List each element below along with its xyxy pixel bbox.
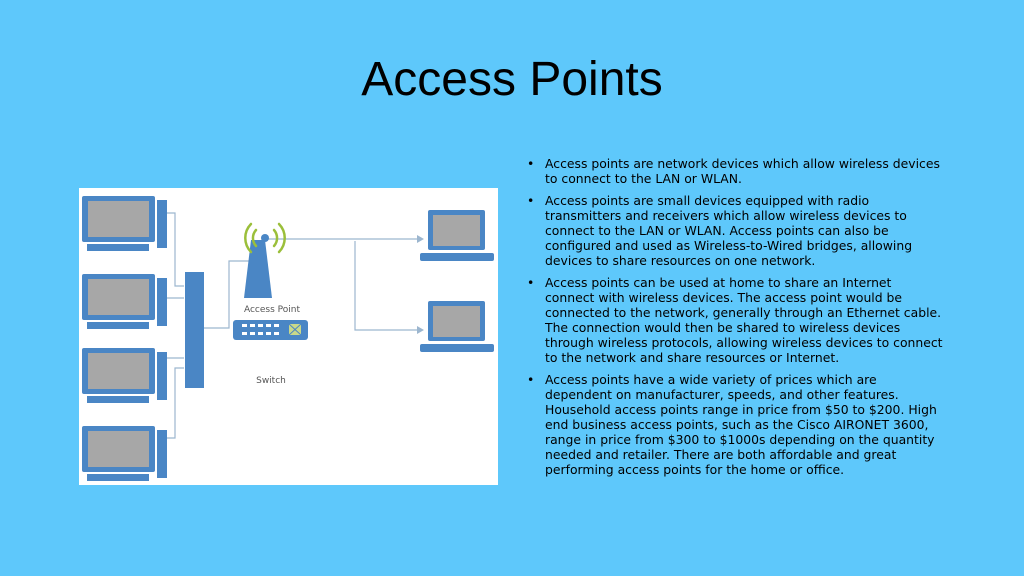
bullet-item xyxy=(524,275,944,365)
bullet-dot-icon: • xyxy=(527,275,535,290)
bullet-dot-icon: • xyxy=(527,156,535,171)
desktop-computer-icon xyxy=(82,274,167,329)
laptop-icon xyxy=(420,210,494,261)
slide-title: Access Points xyxy=(361,53,663,106)
bullet-text: Access points can be used at home to share an Internet connect with wireless devices. The access point would be connected to the network, generally through an Ethernet cable. The connection would then be shared to wireless devices through wireless protocols, allowing wireless devices to connect to the network and share resources or Internet. xyxy=(545,275,943,365)
bullet-text: Access points are network devices which allow wireless devices to connect to the LAN or WLAN. xyxy=(545,156,940,186)
desktop-computer-icon xyxy=(82,348,167,403)
access-point-icon xyxy=(244,224,285,298)
bullet-dot-icon: • xyxy=(527,372,535,387)
desktop-computer-icon xyxy=(82,426,167,481)
switch-label: Switch xyxy=(256,376,286,386)
switch-icon xyxy=(233,320,308,340)
network-hub-icon xyxy=(185,272,204,388)
bullet-list xyxy=(524,156,944,484)
desktop-computer-icon xyxy=(82,196,167,251)
bullet-item xyxy=(524,372,944,477)
bullet-item xyxy=(524,156,944,186)
bullet-text: Access points have a wide variety of prices which are dependent on manufacturer, speeds, and other features. Household access points range in price from $50 to $200. High end business access points, such as the Cisco AIRONET 3600, range in price from $300 to $1000s depending on the quantity needed and retailer. There are both affordable and great performing access points for the home or office. xyxy=(545,372,937,477)
access-point-label: Access Point xyxy=(243,305,301,315)
bullet-text: Access points are small devices equipped with radio transmitters and receivers which allow wireless devices to connect to the LAN or WLAN. Access points can also be configured and used as Wireless-to-Wired bridges, allowing devices to share resources on one network. xyxy=(545,193,913,268)
network-diagram xyxy=(79,188,498,485)
bullet-dot-icon: • xyxy=(527,193,535,208)
bullet-item xyxy=(524,193,944,268)
laptop-icon xyxy=(420,301,494,352)
